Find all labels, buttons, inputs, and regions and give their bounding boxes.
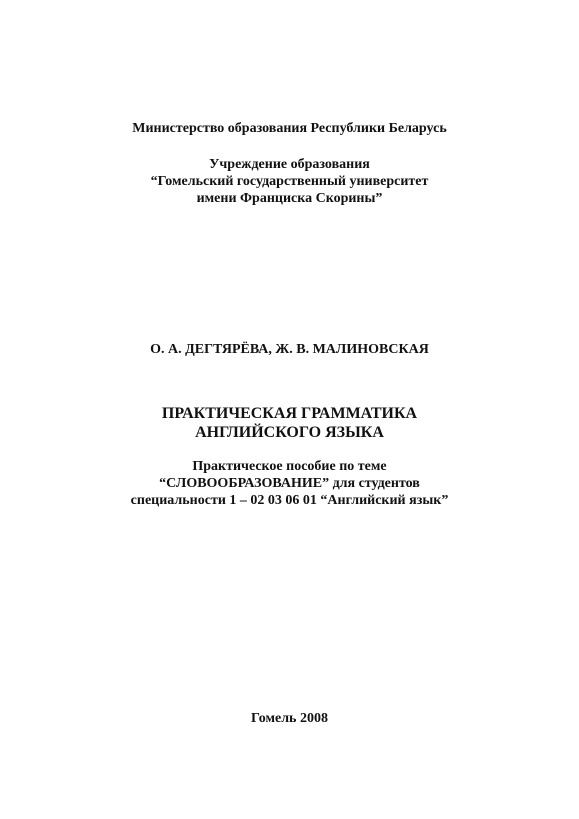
book-title-line-2: АНГЛИЙСКОГО ЯЗЫКА <box>195 424 384 441</box>
book-title-line-1: ПРАКТИЧЕСКАЯ ГРАММАТИКА <box>161 405 418 422</box>
authors-line: О. А. ДЕГТЯРЁВА, Ж. В. МАЛИНОВСКАЯ <box>150 342 429 357</box>
ministry-line: Министерство образования Республики Беларусь <box>132 121 447 136</box>
subtitle-line-3: специальности 1 – 02 03 06 01 “Английский язык” <box>130 493 449 508</box>
institution-line-3: имени Франциска Скорины” <box>196 191 383 206</box>
subtitle-line-2: “СЛОВООБРАЗОВАНИЕ” для студентов <box>159 476 420 491</box>
institution-line-1: Учреждение образования <box>209 157 370 172</box>
institution-line-2: “Гомельский государственный университет <box>150 174 429 189</box>
subtitle-line-1: Практическое пособие по теме <box>192 459 387 474</box>
place-year-line: Гомель 2008 <box>251 711 328 726</box>
